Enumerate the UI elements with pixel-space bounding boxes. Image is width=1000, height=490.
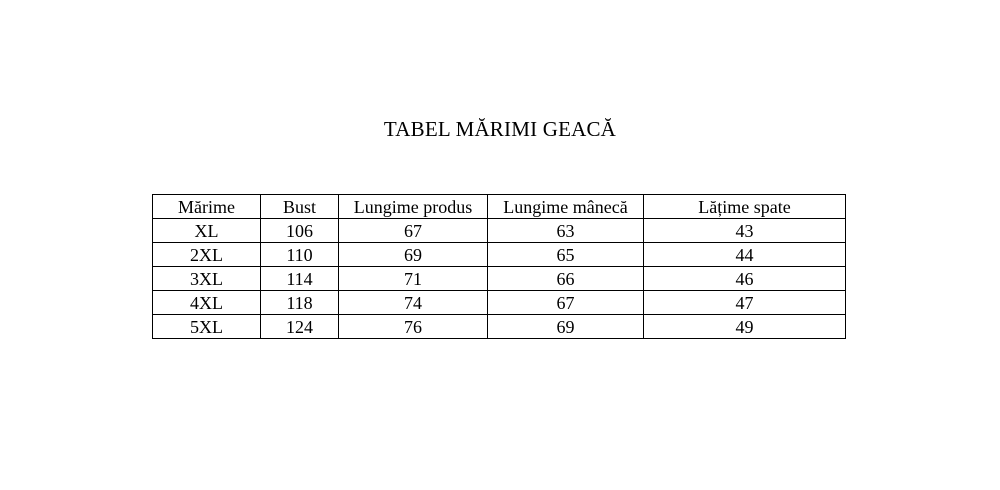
cell-product-length: 69 [339,243,488,267]
cell-bust: 106 [261,219,339,243]
cell-sleeve-length: 66 [488,267,644,291]
cell-product-length: 74 [339,291,488,315]
cell-back-width: 44 [644,243,846,267]
cell-sleeve-length: 69 [488,315,644,339]
cell-size: 4XL [153,291,261,315]
table-row [153,315,846,339]
cell-product-length: 76 [339,315,488,339]
cell-bust: 110 [261,243,339,267]
cell-size: 2XL [153,243,261,267]
header-size: Mărime [153,195,261,219]
table-row [153,243,846,267]
cell-product-length: 67 [339,219,488,243]
header-product-length: Lungime produs [339,195,488,219]
cell-sleeve-length: 65 [488,243,644,267]
cell-size: 3XL [153,267,261,291]
cell-bust: 124 [261,315,339,339]
cell-bust: 118 [261,291,339,315]
header-bust: Bust [261,195,339,219]
table-row [153,267,846,291]
cell-back-width: 46 [644,267,846,291]
table-header-row [153,195,846,219]
table-row [153,291,846,315]
cell-sleeve-length: 67 [488,291,644,315]
cell-size: XL [153,219,261,243]
cell-back-width: 43 [644,219,846,243]
cell-sleeve-length: 63 [488,219,644,243]
size-table [152,194,846,339]
cell-product-length: 71 [339,267,488,291]
header-sleeve-length: Lungime mânecă [488,195,644,219]
cell-size: 5XL [153,315,261,339]
page-title: TABEL MĂRIMI GEACĂ [383,117,617,141]
cell-back-width: 49 [644,315,846,339]
table-row [153,219,846,243]
cell-back-width: 47 [644,291,846,315]
cell-bust: 114 [261,267,339,291]
header-back-width: Lățime spate [644,195,846,219]
